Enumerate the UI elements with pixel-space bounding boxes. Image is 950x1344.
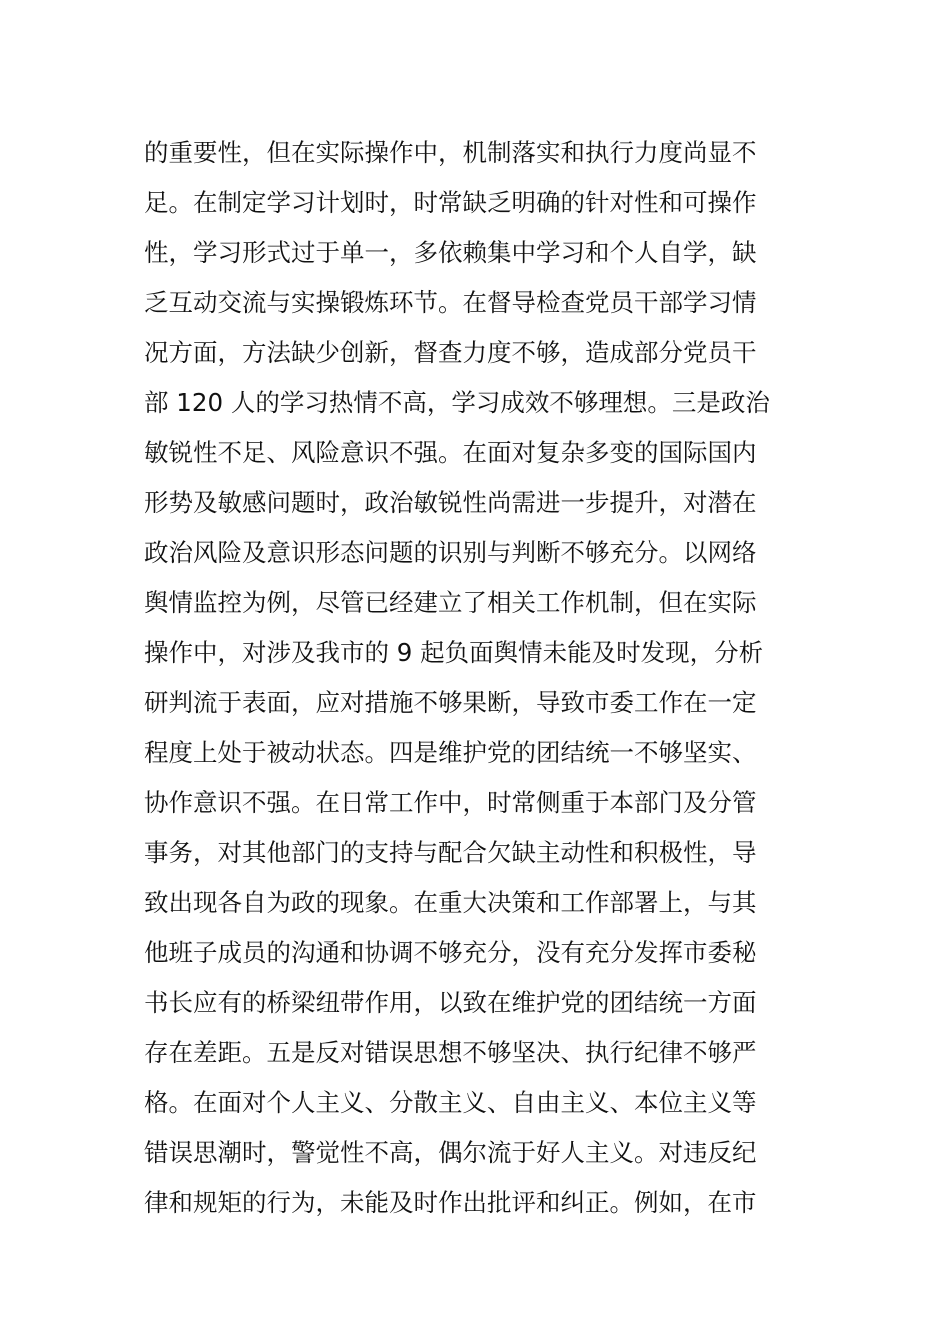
text-line: 况方面，方法缺少创新，督查力度不够，造成部分党员干 [144,338,757,367]
text-line: 性，学习形式过于单一，多依赖集中学习和个人自学，缺 [144,238,757,267]
text-line: 事务，对其他部门的支持与配合欠缺主动性和积极性，导 [144,838,757,867]
text-line: 程度上处于被动状态。四是维护党的团结统一不够坚实、 [144,738,757,767]
text-line: 敏锐性不足、风险意识不强。在面对复杂多变的国际国内 [144,438,757,467]
text-line: 研判流于表面，应对措施不够果断，导致市委工作在一定 [144,688,757,717]
text-line: 部 120 人的学习热情不高，学习成效不够理想。三是政治 [144,388,770,417]
text-line: 的重要性，但在实际操作中，机制落实和执行力度尚显不 [144,138,757,167]
text-line: 格。在面对个人主义、分散主义、自由主义、本位主义等 [144,1088,757,1117]
text-line: 操作中，对涉及我市的 9 起负面舆情未能及时发现，分析 [144,638,764,667]
body-paragraph [144,128,824,1228]
text-line: 乏互动交流与实操锻炼环节。在督导检查党员干部学习情 [144,288,757,317]
text-line: 致出现各自为政的现象。在重大决策和工作部署上，与其 [144,888,757,917]
text-line: 书长应有的桥梁纽带作用，以致在维护党的团结统一方面 [144,988,757,1017]
text-line: 形势及敏感问题时，政治敏锐性尚需进一步提升，对潜在 [144,488,757,517]
text-line: 协作意识不强。在日常工作中，时常侧重于本部门及分管 [144,788,757,817]
text-line: 他班子成员的沟通和协调不够充分，没有充分发挥市委秘 [144,938,757,967]
text-line: 足。在制定学习计划时，时常缺乏明确的针对性和可操作 [144,188,757,217]
text-line: 政治风险及意识形态问题的识别与判断不够充分。以网络 [144,538,757,567]
text-line: 错误思潮时，警觉性不高，偶尔流于好人主义。对违反纪 [144,1138,757,1167]
text-line: 舆情监控为例，尽管已经建立了相关工作机制，但在实际 [144,588,757,617]
text-line: 律和规矩的行为，未能及时作出批评和纠正。例如，在市 [144,1188,757,1217]
text-line: 存在差距。五是反对错误思想不够坚决、执行纪律不够严 [144,1038,757,1067]
